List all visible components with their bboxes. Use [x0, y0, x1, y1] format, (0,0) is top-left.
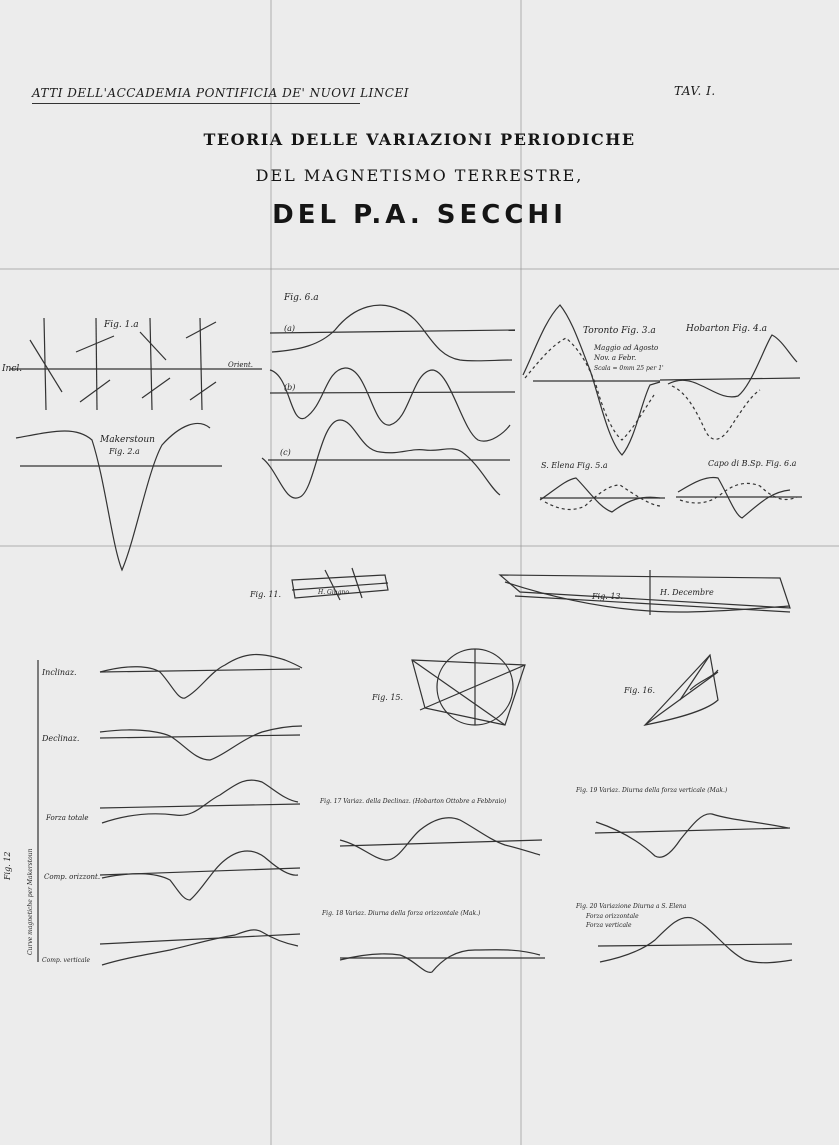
fig17-curve — [340, 818, 540, 860]
fig3-scale: Scala = 0mm 25 per 1' — [594, 365, 664, 372]
fig3-label: Toronto Fig. 3.a — [583, 326, 656, 336]
fig12-row-label: Comp. orizzont. — [44, 873, 101, 881]
fig4-baseline — [660, 378, 800, 380]
fig16-triangle — [645, 655, 718, 725]
fig7-curve-dashed — [680, 483, 797, 503]
fig7-label: Capo di B.Sp. Fig. 6.a — [708, 459, 797, 468]
title-line2: DEL MAGNETISMO TERRESTRE, — [255, 166, 584, 185]
fig2-sublabel: Fig. 2.a — [109, 447, 140, 456]
fig11-inner-label: H. Giugno — [318, 589, 349, 596]
fig6-b-label: (b) — [284, 383, 296, 392]
title-author: DEL P.A. SECCHI — [272, 200, 567, 230]
fig19-baseline — [595, 828, 790, 833]
fig17-baseline — [340, 840, 542, 846]
fig12-baseline — [100, 735, 300, 738]
fig4-curve-b — [672, 386, 760, 439]
fig19-label: Fig. 19 Variaz. Diurna della forza verticale (Mak.) — [576, 787, 728, 794]
fig20-legend2: Forza verticale — [586, 922, 632, 929]
fig1-needle — [186, 322, 216, 338]
plate-number: TAV. I. — [674, 84, 716, 98]
fig12-curve-forza — [102, 780, 298, 823]
fig18-label: Fig. 18 Variaz. Diurna della forza orizzontale (Mak.) — [322, 910, 481, 917]
fig12-subtitle: Curve magnetiche per Makerstoun — [27, 848, 34, 955]
fig13-label: Fig. 13. — [592, 592, 624, 601]
fig6-baseline-b — [270, 392, 515, 393]
fig6-a-label: (a) — [284, 324, 296, 333]
fig16-line — [680, 655, 710, 700]
fig12-baseline — [100, 804, 300, 808]
fig1-right-label: Orient. — [228, 361, 254, 369]
fig6-label: Fig. 6.a — [284, 293, 319, 303]
fig2-label: Makerstoun — [100, 435, 155, 445]
fig1-label: Fig. 1.a — [104, 320, 139, 330]
fig1-needle — [150, 318, 152, 410]
fig3-legend1: Maggio ad Agosto — [594, 344, 659, 352]
title-line1: TEORIA DELLE VARIAZIONI PERIODICHE — [203, 130, 636, 149]
fig20-baseline — [598, 944, 792, 946]
fig15-polygon — [412, 660, 525, 725]
fig4-curve-a — [668, 335, 797, 397]
fig12-baseline — [100, 669, 300, 672]
fig12-row-label: Forza totale — [46, 814, 89, 822]
fig1-needle — [140, 332, 166, 360]
fig20-label: Fig. 20 Variazione Diurna a S. Elena — [576, 903, 687, 910]
fig1-needle — [80, 380, 110, 402]
fig19-curve — [596, 814, 788, 858]
fig3-legend2: Nov. a Febr. — [594, 354, 637, 362]
fig6-curve-c — [262, 420, 500, 498]
fig1-needle — [96, 318, 97, 410]
fig18-curve — [340, 950, 540, 973]
fig12-row-label: Inclinaz. — [42, 668, 77, 677]
fig5-label: S. Elena Fig. 5.a — [541, 461, 608, 470]
fig13-inner-label: H. Decembre — [660, 588, 714, 597]
fig6-curve-b — [270, 368, 510, 441]
series-header: ATTI DELL'ACCADEMIA PONTIFICIA DE' NUOVI LINCEI — [32, 86, 409, 100]
fig4-label: Hobarton Fig. 4.a — [686, 324, 767, 334]
fig16-label: Fig. 16. — [624, 686, 656, 695]
fig20-legend1: Forza orizzontale — [586, 913, 639, 920]
fig12-curve-declinaz — [100, 726, 302, 760]
fig15-label: Fig. 15. — [372, 693, 404, 702]
fig2-curve — [16, 423, 210, 570]
fig12-curve-vert — [102, 930, 298, 965]
fig12-curve-inclinaz — [100, 655, 302, 699]
fig1-needle — [200, 318, 202, 410]
fig6-c-label: (c) — [280, 448, 291, 457]
fig5-curve — [540, 478, 660, 512]
fig1-needle — [190, 382, 216, 400]
fig12-row-label: Declinaz. — [42, 734, 80, 743]
fig1-left-label: Incl. — [2, 364, 23, 374]
fig7-curve — [678, 477, 790, 518]
fig13-curve — [505, 582, 790, 612]
fig17-label: Fig. 17 Variaz. della Declinaz. (Hobarton Ottobre a Febbraio) — [320, 798, 507, 805]
fig6-baseline-a — [270, 330, 515, 333]
fig13-line — [515, 596, 790, 612]
fig1-needle — [76, 336, 114, 352]
fig1-needle — [142, 378, 170, 398]
fig11-label: Fig. 11. — [250, 590, 282, 599]
fig12-label: Fig. 12 — [3, 851, 12, 880]
fig12-curve-orizz — [102, 851, 298, 900]
fig12-row-label: Comp. verticale — [42, 957, 91, 964]
